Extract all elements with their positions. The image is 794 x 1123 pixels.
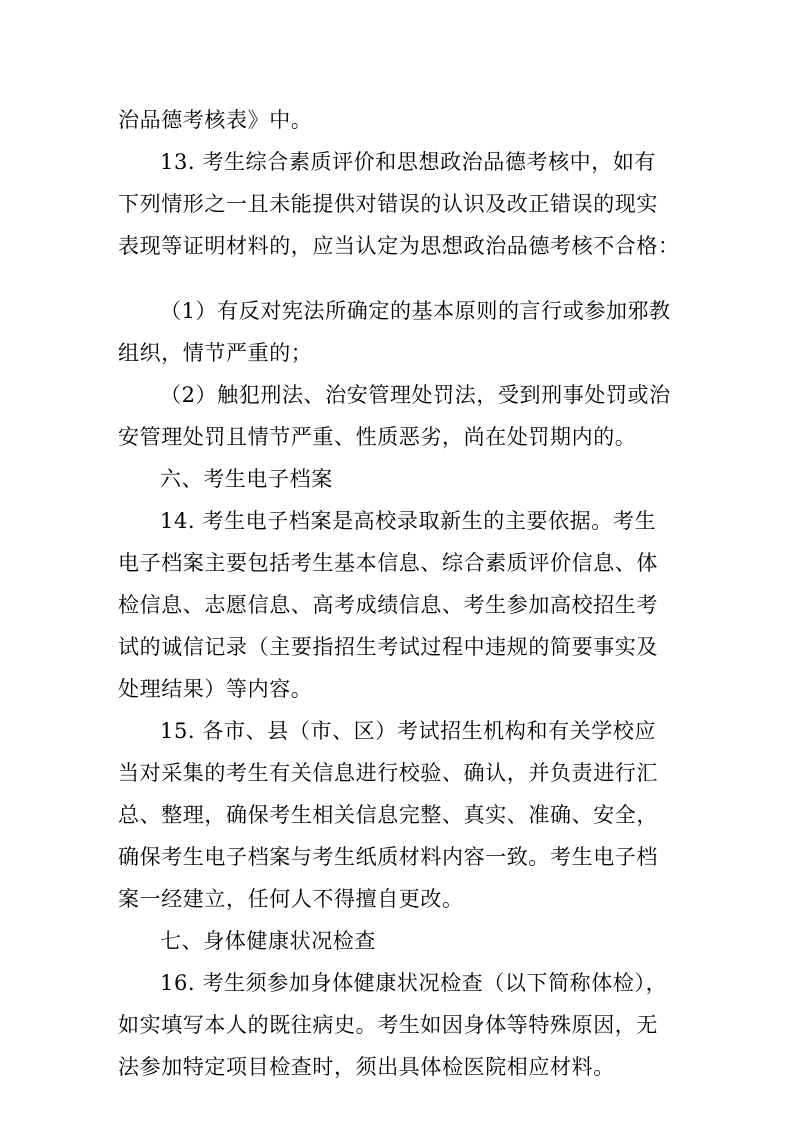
- paragraph-15-line: 总、整理，确保考生相关信息完整、真实、准确、安全，: [118, 803, 658, 827]
- list-item-1-line: （1）有反对宪法所确定的基本原则的言行或参加邪教: [160, 299, 671, 323]
- paragraph-14-line: 处理结果）等内容。: [118, 677, 313, 701]
- paragraph-13-line: 下列情形之一且未能提供对错误的认识及改正错误的现实: [118, 192, 658, 216]
- paragraph-15-line: 案一经建立，任何人不得擅自更改。: [118, 887, 464, 911]
- paragraph-15-line: 确保考生电子档案与考生纸质材料内容一致。考生电子档: [118, 845, 658, 869]
- paragraph-15-line: 当对采集的考生有关信息进行校验、确认，并负责进行汇: [118, 761, 658, 785]
- paragraph-16-line: 16. 考生须参加身体健康状况检查（以下简称体检），: [160, 971, 668, 995]
- paragraph-line: 治品德考核表》中。: [118, 108, 313, 132]
- paragraph-14-line: 试的诚信记录（主要指招生考试过程中违规的简要事实及: [118, 635, 658, 659]
- paragraph-16-line: 如实填写本人的既往病史。考生如因身体等特殊原因，无: [118, 1013, 658, 1037]
- paragraph-14-line: 电子档案主要包括考生基本信息、综合素质评价信息、体: [118, 551, 658, 575]
- paragraph-16-line: 法参加特定项目检查时，须出具体检医院相应材料。: [118, 1055, 615, 1079]
- paragraph-15-line: 15. 各市、县（市、区）考试招生机构和有关学校应: [160, 719, 657, 743]
- section-heading-6: 六、考生电子档案: [160, 467, 333, 491]
- list-item-2-line: （2）触犯刑法、治安管理处罚法，受到刑事处罚或治: [160, 383, 671, 407]
- paragraph-14-line: 检信息、志愿信息、高考成绩信息、考生参加高校招生考: [118, 593, 658, 617]
- paragraph-13-line: 表现等证明材料的，应当认定为思想政治品德考核不合格：: [118, 234, 680, 258]
- list-item-2-line: 安管理处罚且情节严重、性质恶劣，尚在处罚期内的。: [118, 425, 637, 449]
- section-heading-7: 七、身体健康状况检查: [160, 929, 376, 953]
- list-item-1-line: 组织，情节严重的；: [118, 341, 313, 365]
- paragraph-13-line: 13. 考生综合素质评价和思想政治品德考核中，如有: [160, 150, 657, 174]
- paragraph-14-line: 14. 考生电子档案是高校录取新生的主要依据。考生: [160, 509, 657, 533]
